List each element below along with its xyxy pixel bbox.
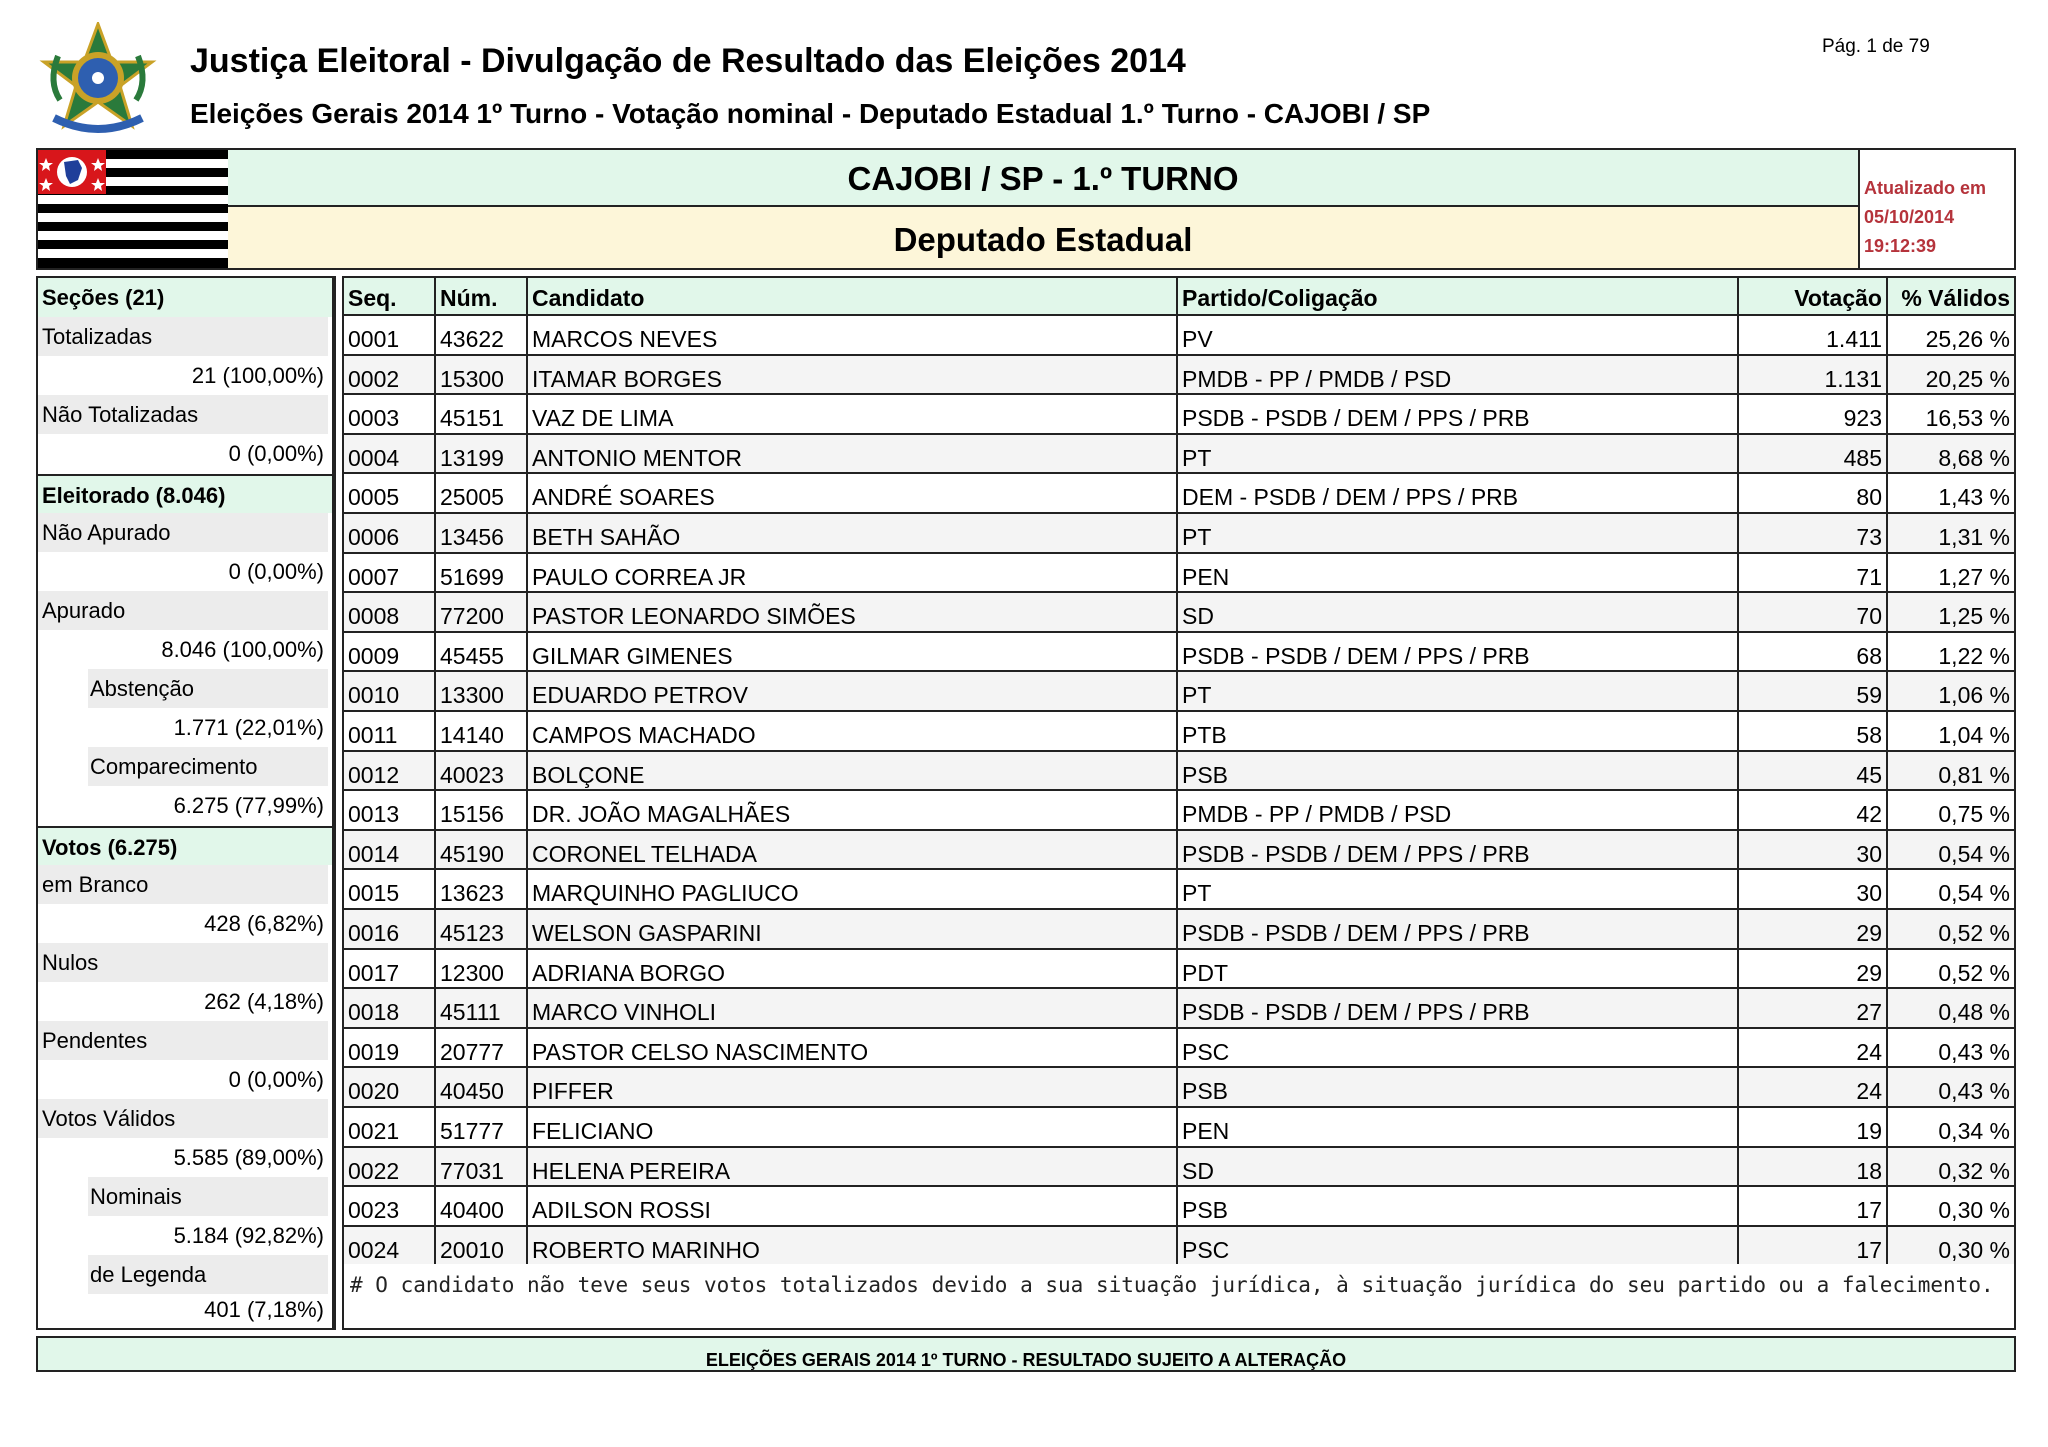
table-row bbox=[344, 987, 2014, 1027]
cell-validos: 0,34 % bbox=[1938, 1118, 2010, 1144]
cell-votacao: 71 bbox=[1739, 554, 1888, 592]
cell-seq: 0013 bbox=[344, 791, 436, 829]
cell-partido: PTB bbox=[1178, 712, 1739, 750]
cell-partido: SD bbox=[1178, 1148, 1739, 1186]
page-subtitle: Eleições Gerais 2014 1º Turno - Votação nominal - Deputado Estadual 1.º Turno - CAJOBI / SP bbox=[190, 98, 1431, 129]
updated-info bbox=[1864, 174, 1986, 261]
table-row bbox=[344, 908, 2014, 948]
results-table bbox=[342, 276, 2016, 1330]
cell-seq: 0021 bbox=[344, 1108, 436, 1146]
table-row bbox=[344, 1106, 2014, 1146]
cell-num: 12300 bbox=[436, 950, 528, 988]
nominais-value: 5.184 (92,82%) bbox=[173, 1223, 324, 1248]
nao-totalizadas-value: 0 (0,00%) bbox=[228, 441, 324, 466]
cell-partido: PEN bbox=[1178, 554, 1739, 592]
cell-candidato: ADILSON ROSSI bbox=[528, 1187, 1178, 1225]
cell-validos: 16,53 % bbox=[1925, 405, 2010, 432]
cell-seq: 0005 bbox=[344, 474, 436, 512]
cell-validos: 0,81 % bbox=[1938, 761, 2010, 788]
cell-num: 13623 bbox=[436, 870, 528, 908]
cell-candidato: DR. JOÃO MAGALHÃES bbox=[528, 791, 1178, 829]
cell-num: 43622 bbox=[436, 316, 528, 354]
pendentes-label: Pendentes bbox=[38, 1021, 328, 1060]
apurado-label: Apurado bbox=[38, 591, 328, 630]
sao-paulo-flag-icon bbox=[38, 150, 228, 268]
cell-candidato: EDUARDO PETROV bbox=[528, 672, 1178, 710]
cell-votacao: 70 bbox=[1739, 593, 1888, 631]
cell-seq: 0015 bbox=[344, 870, 436, 908]
cell-votacao: 58 bbox=[1739, 712, 1888, 750]
page-number: Pág. 1 de 79 bbox=[1822, 36, 1930, 57]
cell-seq: 0023 bbox=[344, 1187, 436, 1225]
pendentes-value: 0 (0,00%) bbox=[228, 1067, 324, 1092]
cell-validos: 1,22 % bbox=[1938, 642, 2010, 669]
cell-partido: PSDB - PSDB / DEM / PPS / PRB bbox=[1178, 633, 1739, 671]
cell-partido: PMDB - PP / PMDB / PSD bbox=[1178, 356, 1739, 394]
cell-validos: 1,06 % bbox=[1938, 682, 2010, 709]
cell-validos: 0,54 % bbox=[1938, 840, 2010, 867]
nominais-label: Nominais bbox=[38, 1177, 328, 1216]
footer-notice: ELEIÇÕES GERAIS 2014 1º TURNO - RESULTADO SUJEITO A ALTERAÇÃO bbox=[36, 1336, 2016, 1372]
cell-partido: PMDB - PP / PMDB / PSD bbox=[1178, 791, 1739, 829]
cell-votacao: 68 bbox=[1739, 633, 1888, 671]
cell-partido: PDT bbox=[1178, 950, 1739, 988]
cell-num: 40450 bbox=[436, 1068, 528, 1106]
cell-num: 77031 bbox=[436, 1148, 528, 1186]
cell-num: 20777 bbox=[436, 1029, 528, 1067]
cell-validos: 0,30 % bbox=[1938, 1197, 2010, 1224]
table-row bbox=[344, 354, 2014, 394]
cell-seq: 0018 bbox=[344, 989, 436, 1027]
cell-validos: 0,43 % bbox=[1938, 1078, 2010, 1105]
cell-candidato: GILMAR GIMENES bbox=[528, 633, 1178, 671]
cell-votacao: 485 bbox=[1739, 435, 1888, 473]
cell-seq: 0017 bbox=[344, 950, 436, 988]
table-row bbox=[344, 1027, 2014, 1067]
cell-num: 14140 bbox=[436, 712, 528, 750]
cell-partido: PSB bbox=[1178, 752, 1739, 790]
cell-candidato: CAMPOS MACHADO bbox=[528, 712, 1178, 750]
cell-candidato: CORONEL TELHADA bbox=[528, 831, 1178, 869]
cell-partido: PT bbox=[1178, 672, 1739, 710]
cell-validos: 8,68 % bbox=[1938, 444, 2010, 471]
cell-validos: 0,30 % bbox=[1938, 1236, 2010, 1263]
cell-seq: 0020 bbox=[344, 1068, 436, 1106]
nao-apurado-value: 0 (0,00%) bbox=[228, 559, 324, 584]
cell-candidato: MARQUINHO PAGLIUCO bbox=[528, 870, 1178, 908]
col-seq: Seq. bbox=[344, 278, 436, 314]
cell-votacao: 923 bbox=[1739, 395, 1888, 433]
table-row bbox=[344, 750, 2014, 790]
validos-value: 5.585 (89,00%) bbox=[173, 1145, 324, 1170]
abstencao-value: 1.771 (22,01%) bbox=[173, 715, 324, 740]
cell-partido: PT bbox=[1178, 870, 1739, 908]
cell-num: 20010 bbox=[436, 1227, 528, 1265]
cell-candidato: ANDRÉ SOARES bbox=[528, 474, 1178, 512]
cell-votacao: 42 bbox=[1739, 791, 1888, 829]
col-validos: % Válidos bbox=[1901, 285, 2010, 311]
cell-candidato: BOLÇONE bbox=[528, 752, 1178, 790]
cell-partido: PV bbox=[1178, 316, 1739, 354]
cell-partido: PSC bbox=[1178, 1227, 1739, 1265]
branco-label: em Branco bbox=[38, 865, 328, 904]
table-row bbox=[344, 670, 2014, 710]
cell-num: 40400 bbox=[436, 1187, 528, 1225]
validos-label: Votos Válidos bbox=[38, 1099, 328, 1138]
cell-candidato: PIFFER bbox=[528, 1068, 1178, 1106]
cell-num: 45123 bbox=[436, 910, 528, 948]
cell-num: 25005 bbox=[436, 474, 528, 512]
cell-validos: 0,54 % bbox=[1938, 880, 2010, 907]
cell-candidato: BETH SAHÃO bbox=[528, 514, 1178, 552]
cell-votacao: 73 bbox=[1739, 514, 1888, 552]
cell-seq: 0016 bbox=[344, 910, 436, 948]
cell-votacao: 24 bbox=[1739, 1029, 1888, 1067]
cell-seq: 0002 bbox=[344, 356, 436, 394]
cell-partido: PSDB - PSDB / DEM / PPS / PRB bbox=[1178, 395, 1739, 433]
cell-candidato: PASTOR CELSO NASCIMENTO bbox=[528, 1029, 1178, 1067]
cell-partido: DEM - PSDB / DEM / PPS / PRB bbox=[1178, 474, 1739, 512]
table-row bbox=[344, 591, 2014, 631]
cell-votacao: 30 bbox=[1739, 831, 1888, 869]
legenda-value: 401 (7,18%) bbox=[204, 1297, 324, 1322]
legenda-label: de Legenda bbox=[38, 1255, 328, 1294]
table-row bbox=[344, 552, 2014, 592]
cell-candidato: PAULO CORREA JR bbox=[528, 554, 1178, 592]
table-row bbox=[344, 1066, 2014, 1106]
cell-seq: 0011 bbox=[344, 712, 436, 750]
cell-num: 77200 bbox=[436, 593, 528, 631]
cell-votacao: 17 bbox=[1739, 1227, 1888, 1265]
cell-seq: 0010 bbox=[344, 672, 436, 710]
cell-candidato: HELENA PEREIRA bbox=[528, 1148, 1178, 1186]
cell-seq: 0008 bbox=[344, 593, 436, 631]
nao-totalizadas-label: Não Totalizadas bbox=[38, 395, 328, 434]
cell-validos: 0,52 % bbox=[1938, 959, 2010, 986]
cell-partido: PSDB - PSDB / DEM / PPS / PRB bbox=[1178, 989, 1739, 1027]
footnote: # O candidato não teve seus votos totalizados devido a sua situação jurídica, à situação jurídica do seu partido ou a falecimento. bbox=[350, 1273, 1994, 1297]
table-row bbox=[344, 631, 2014, 671]
table-row bbox=[344, 829, 2014, 869]
cell-validos: 0,48 % bbox=[1938, 999, 2010, 1026]
cell-num: 13300 bbox=[436, 672, 528, 710]
cell-partido: PSDB - PSDB / DEM / PPS / PRB bbox=[1178, 910, 1739, 948]
cell-validos: 1,27 % bbox=[1938, 563, 2010, 590]
cell-votacao: 24 bbox=[1739, 1068, 1888, 1106]
table-row bbox=[344, 314, 2014, 354]
apurado-value: 8.046 (100,00%) bbox=[161, 637, 324, 662]
comparecimento-label: Comparecimento bbox=[38, 747, 328, 786]
cell-candidato: WELSON GASPARINI bbox=[528, 910, 1178, 948]
totalizadas-value: 21 (100,00%) bbox=[191, 363, 324, 388]
cell-candidato: VAZ DE LIMA bbox=[528, 395, 1178, 433]
cell-candidato: MARCOS NEVES bbox=[528, 316, 1178, 354]
votos-header: Votos (6.275) bbox=[38, 826, 332, 865]
cell-partido: PSB bbox=[1178, 1068, 1739, 1106]
cell-partido: PT bbox=[1178, 514, 1739, 552]
cell-candidato: MARCO VINHOLI bbox=[528, 989, 1178, 1027]
cell-validos: 0,52 % bbox=[1938, 920, 2010, 946]
cell-seq: 0012 bbox=[344, 752, 436, 790]
cell-validos: 1,25 % bbox=[1938, 603, 2010, 630]
cell-votacao: 18 bbox=[1739, 1148, 1888, 1186]
table-header bbox=[344, 278, 2014, 314]
cell-candidato: ROBERTO MARINHO bbox=[528, 1227, 1178, 1265]
cell-num: 13456 bbox=[436, 514, 528, 552]
branco-value: 428 (6,82%) bbox=[204, 911, 324, 936]
table-row bbox=[344, 1146, 2014, 1186]
cell-num: 45111 bbox=[436, 989, 528, 1027]
cell-num: 40023 bbox=[436, 752, 528, 790]
comparecimento-value: 6.275 (77,99%) bbox=[173, 793, 324, 818]
cell-num: 51777 bbox=[436, 1108, 528, 1146]
cell-votacao: 1.411 bbox=[1739, 316, 1888, 354]
updated-time: 19:12:39 bbox=[1864, 236, 1937, 256]
cell-validos: 25,26 % bbox=[1925, 326, 2010, 352]
cell-partido: PSB bbox=[1178, 1187, 1739, 1225]
cell-seq: 0004 bbox=[344, 435, 436, 473]
col-partido: Partido/Coligação bbox=[1178, 278, 1739, 314]
table-row bbox=[344, 393, 2014, 433]
table-row bbox=[344, 433, 2014, 473]
cell-candidato: ITAMAR BORGES bbox=[528, 356, 1178, 394]
cell-candidato: ANTONIO MENTOR bbox=[528, 435, 1178, 473]
cell-num: 45190 bbox=[436, 831, 528, 869]
cell-validos: 1,04 % bbox=[1938, 722, 2010, 748]
table-row bbox=[344, 512, 2014, 552]
cell-num: 45455 bbox=[436, 633, 528, 671]
cell-seq: 0024 bbox=[344, 1227, 436, 1265]
cell-partido: PEN bbox=[1178, 1108, 1739, 1146]
summary-panel bbox=[36, 276, 334, 1330]
column-divider bbox=[334, 276, 342, 1330]
cell-validos: 0,43 % bbox=[1938, 1038, 2010, 1065]
cell-seq: 0014 bbox=[344, 831, 436, 869]
updated-date: 05/10/2014 bbox=[1864, 207, 1955, 227]
table-row bbox=[344, 710, 2014, 750]
col-num: Núm. bbox=[436, 278, 528, 314]
abstencao-label: Abstenção bbox=[38, 669, 328, 708]
cell-votacao: 1.131 bbox=[1739, 356, 1888, 394]
cell-partido: PSDB - PSDB / DEM / PPS / PRB bbox=[1178, 831, 1739, 869]
cell-seq: 0009 bbox=[344, 633, 436, 671]
cell-votacao: 19 bbox=[1739, 1108, 1888, 1146]
cell-candidato: ADRIANA BORGO bbox=[528, 950, 1178, 988]
nao-apurado-label: Não Apurado bbox=[38, 513, 328, 552]
cell-seq: 0022 bbox=[344, 1148, 436, 1186]
cell-votacao: 80 bbox=[1739, 474, 1888, 512]
place-title: CAJOBI / SP - 1.º TURNO bbox=[847, 160, 1239, 197]
table-row bbox=[344, 1185, 2014, 1225]
cell-seq: 0019 bbox=[344, 1029, 436, 1067]
table-row bbox=[344, 948, 2014, 988]
cell-seq: 0006 bbox=[344, 514, 436, 552]
cell-votacao: 29 bbox=[1739, 910, 1888, 948]
cell-partido: PSC bbox=[1178, 1029, 1739, 1067]
cell-votacao: 59 bbox=[1739, 672, 1888, 710]
cell-validos: 20,25 % bbox=[1925, 365, 2010, 392]
cell-num: 13199 bbox=[436, 435, 528, 473]
cell-validos: 1,43 % bbox=[1938, 484, 2010, 511]
page-title: Justiça Eleitoral - Divulgação de Resultado das Eleições 2014 bbox=[190, 42, 1186, 80]
office-title: Deputado Estadual bbox=[893, 221, 1193, 258]
cell-validos: 1,31 % bbox=[1938, 524, 2010, 550]
table-row bbox=[344, 868, 2014, 908]
results-banner bbox=[36, 148, 2016, 270]
col-candidato: Candidato bbox=[528, 278, 1178, 314]
cell-votacao: 27 bbox=[1739, 989, 1888, 1027]
cell-partido: SD bbox=[1178, 593, 1739, 631]
totalizadas-label: Totalizadas bbox=[38, 317, 328, 356]
col-votacao: Votação bbox=[1739, 278, 1888, 314]
cell-seq: 0001 bbox=[344, 316, 436, 354]
nulos-value: 262 (4,18%) bbox=[204, 989, 324, 1014]
cell-num: 15156 bbox=[436, 791, 528, 829]
cell-num: 15300 bbox=[436, 356, 528, 394]
cell-votacao: 17 bbox=[1739, 1187, 1888, 1225]
cell-seq: 0007 bbox=[344, 554, 436, 592]
cell-validos: 0,75 % bbox=[1938, 801, 2010, 828]
brazil-coat-of-arms-icon bbox=[38, 22, 158, 140]
table-row bbox=[344, 789, 2014, 829]
cell-num: 45151 bbox=[436, 395, 528, 433]
cell-votacao: 45 bbox=[1739, 752, 1888, 790]
cell-candidato: PASTOR LEONARDO SIMÕES bbox=[528, 593, 1178, 631]
cell-votacao: 30 bbox=[1739, 870, 1888, 908]
nulos-label: Nulos bbox=[38, 943, 328, 982]
cell-candidato: FELICIANO bbox=[528, 1108, 1178, 1146]
table-row bbox=[344, 472, 2014, 512]
secoes-header: Seções (21) bbox=[38, 278, 332, 317]
cell-partido: PT bbox=[1178, 435, 1739, 473]
table-row bbox=[344, 1225, 2014, 1265]
eleitorado-header: Eleitorado (8.046) bbox=[38, 474, 332, 513]
updated-label: Atualizado em bbox=[1864, 178, 1987, 198]
cell-num: 51699 bbox=[436, 554, 528, 592]
cell-seq: 0003 bbox=[344, 395, 436, 433]
cell-votacao: 29 bbox=[1739, 950, 1888, 988]
cell-validos: 0,32 % bbox=[1938, 1157, 2010, 1184]
